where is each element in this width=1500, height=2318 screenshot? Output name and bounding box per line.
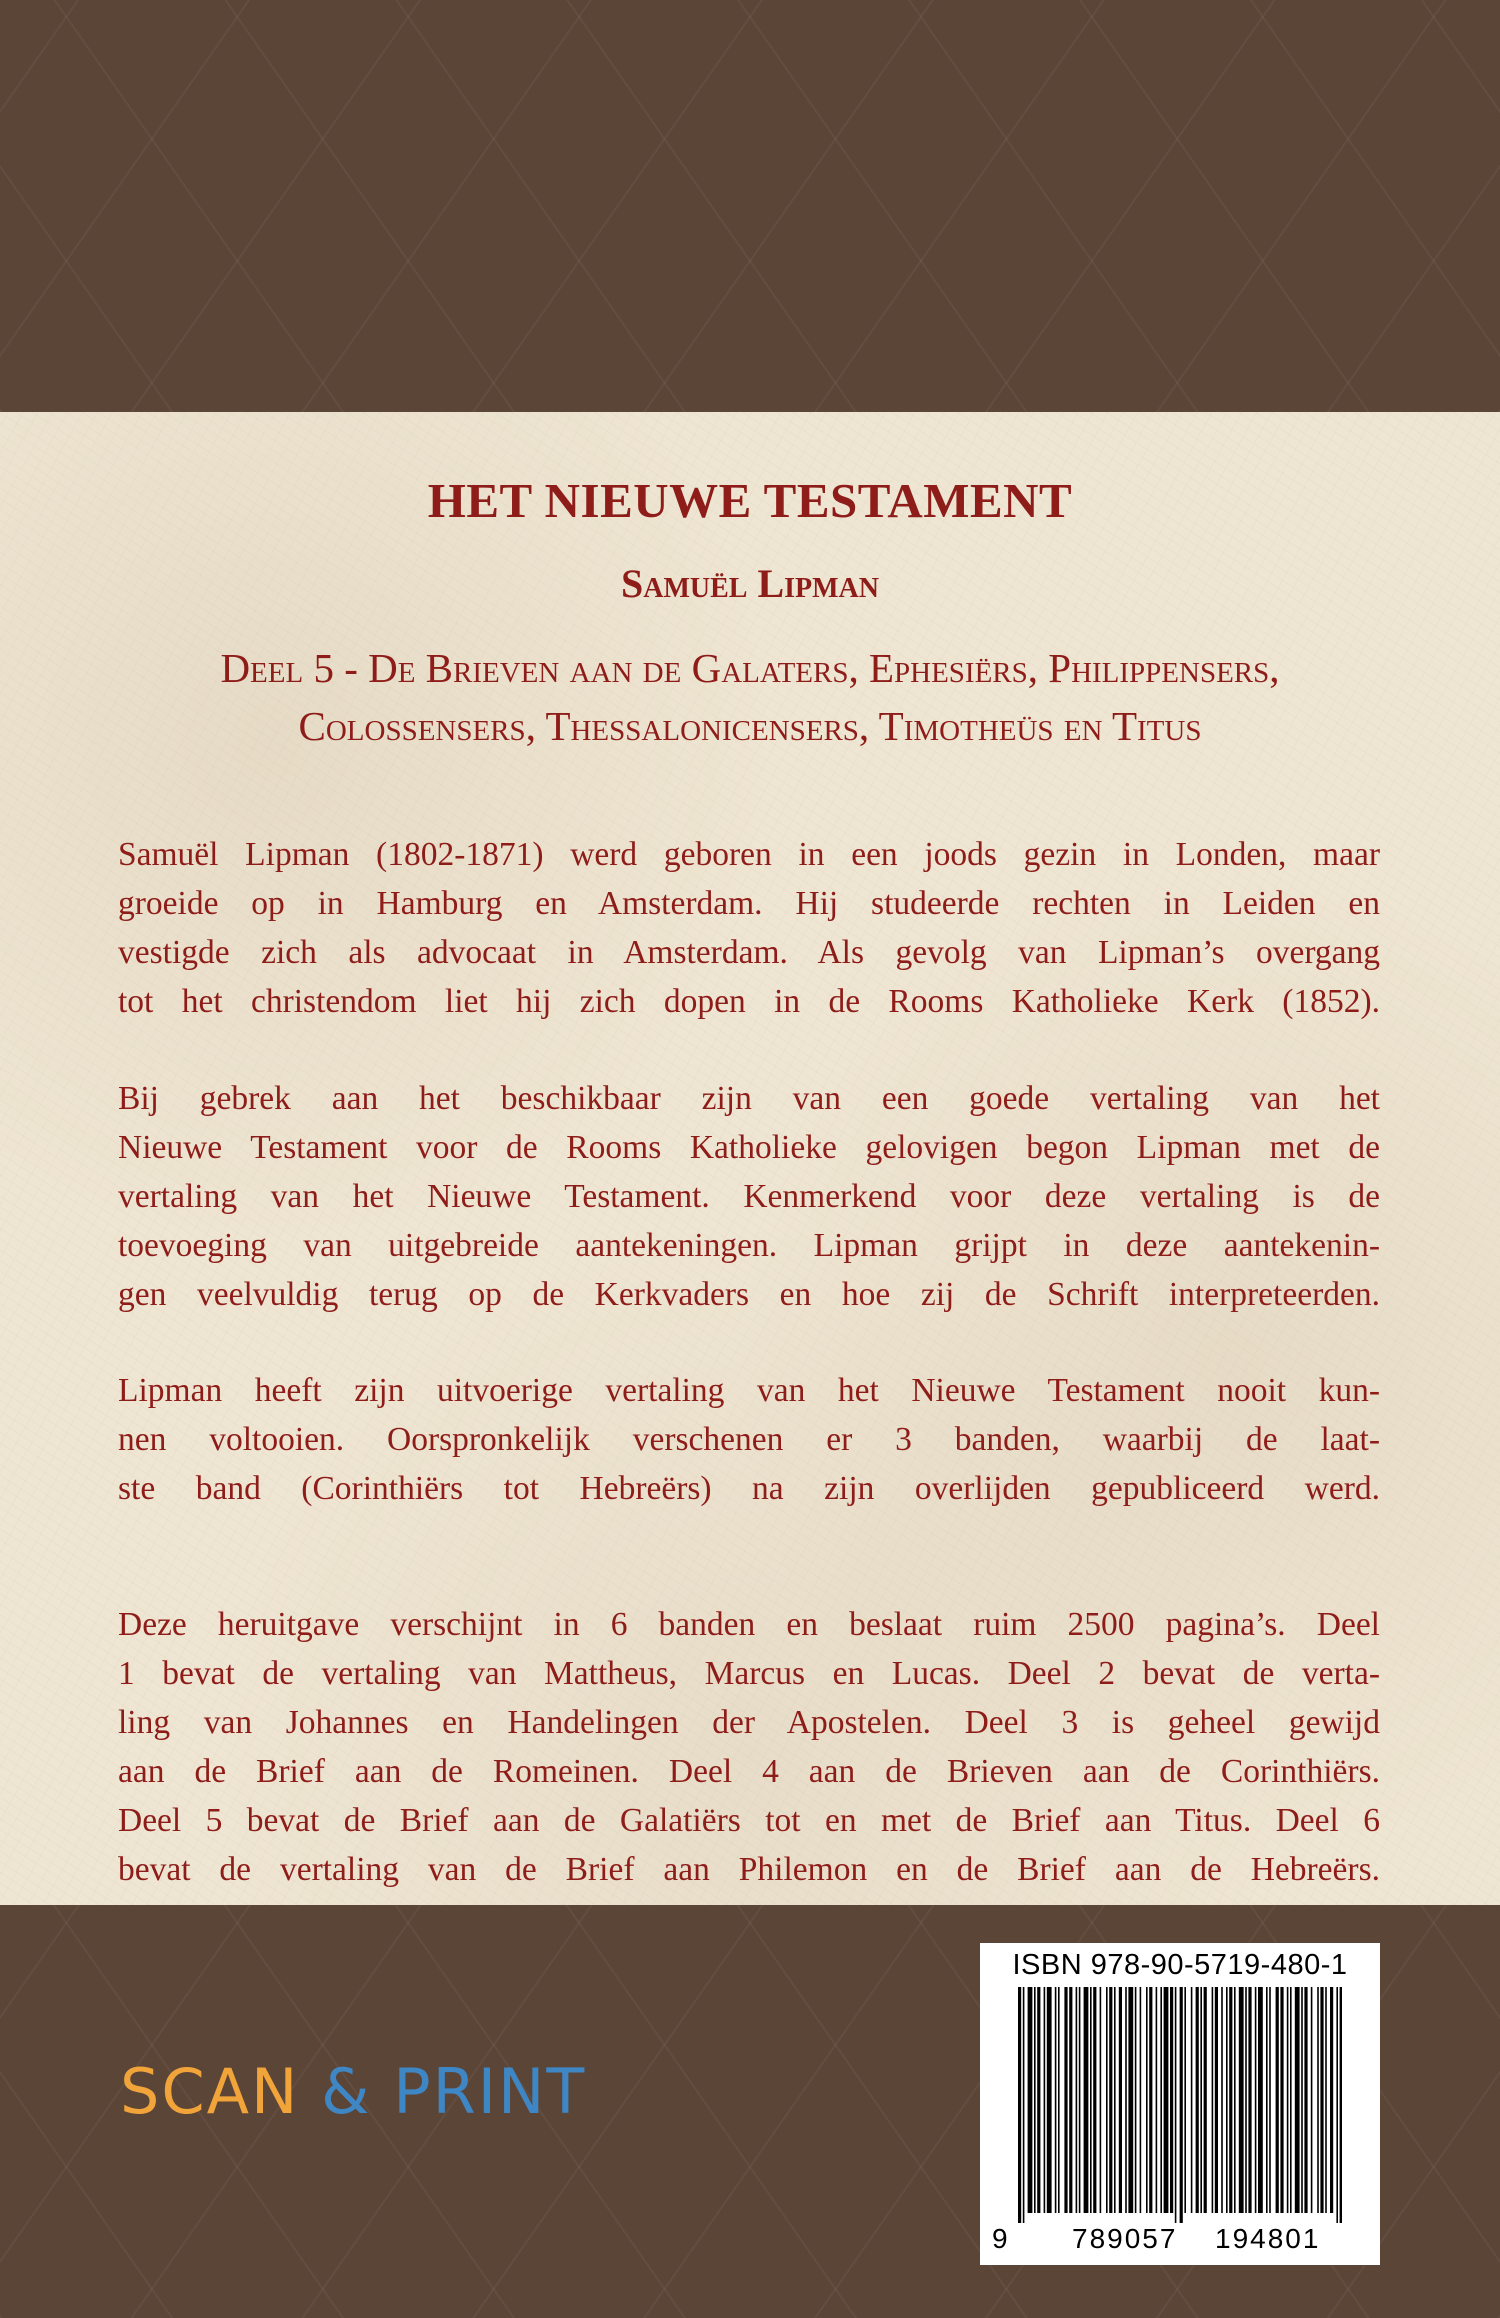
text-line: toevoeging van uitgebreide aantekeningen. Lipman grijpt in deze aantekenin- (118, 1227, 1380, 1264)
logo-print-text: & PRINT (321, 2055, 587, 2128)
barcode-bar (1128, 1987, 1133, 2213)
author-name: Samuël Lipman (620, 561, 879, 606)
paper-panel (0, 412, 1500, 1905)
volume-subtitle-line-1: Deel 5 - De Brieven aan de Galaters, Ephesiërs, Philippensers, (220, 645, 1280, 691)
barcode-bar (1200, 1987, 1202, 2213)
text-line: Deel 5 bevat de Brief aan de Galatiërs tot en met de Brief aan Titus. Deel 6 (118, 1802, 1380, 1839)
barcode-bar (1340, 1987, 1342, 2223)
barcode-bar (1069, 1987, 1072, 2213)
barcode-bar (1037, 1987, 1040, 2213)
barcode-bar (1100, 1987, 1102, 2213)
text-line: Bij gebrek aan het beschikbaar zijn van een goede vertaling van het (118, 1080, 1380, 1117)
barcode-bar (1164, 1987, 1169, 2213)
barcode-bar (1239, 1987, 1244, 2213)
barcode-bar (1280, 1987, 1283, 2213)
barcode-bar (1146, 1987, 1148, 2213)
barcode-bar (1191, 1987, 1193, 2213)
barcode-bar (1106, 1987, 1108, 2213)
barcode-bar (1226, 1987, 1228, 2213)
barcode-bar (1170, 1987, 1173, 2213)
barcode-bar (1114, 1987, 1116, 2213)
barcode-bar (1156, 1987, 1158, 2213)
barcode-bar (1119, 1987, 1122, 2213)
text-line: aan de Brief aan de Romeinen. Deel 4 aan de Brieven aan de Corinthiërs. (118, 1753, 1380, 1790)
barcode-bar (1064, 1987, 1067, 2213)
text-line: vertaling van het Nieuwe Testament. Kenmerkend voor deze vertaling is de (118, 1178, 1380, 1215)
barcode-bar (1079, 1987, 1081, 2213)
barcode-bar (1090, 1987, 1092, 2213)
barcode-bar (1320, 1987, 1323, 2213)
barcode-bar (1215, 1987, 1218, 2213)
volume-subtitle-line-2: Colossensers, Thessalonicensers, Timotheüs en Titus (298, 703, 1202, 749)
barcode-bar (1258, 1987, 1263, 2213)
barcode-bar (1047, 1987, 1052, 2213)
barcode-bar (1301, 1987, 1303, 2213)
barcode-bar (1175, 1987, 1177, 2223)
barcode-bar (1055, 1987, 1057, 2213)
barcode-bar (1109, 1987, 1112, 2213)
barcode-lead-digit: 9 (992, 2223, 1010, 2254)
barcode-bar (1135, 1987, 1137, 2213)
text-line: Nieuwe Testament voor de Rooms Katholieke gelovigen begon Lipman met de (118, 1129, 1380, 1166)
barcode-bar (1266, 1987, 1268, 2213)
barcode-right-digits: 194801 (1215, 2223, 1321, 2254)
text-line: bevat de vertaling van de Brief aan Philemon en de Brief aan de Hebreërs. (118, 1851, 1380, 1888)
barcode-bar (1317, 1987, 1319, 2213)
book-title: HET NIEUWE TESTAMENT (427, 473, 1073, 528)
barcode-bar (1255, 1987, 1257, 2213)
paragraph-reissue (118, 1600, 1380, 1894)
barcode-bar (1034, 1987, 1036, 2213)
barcode-bar (1269, 1987, 1271, 2213)
barcode-bar (1149, 1987, 1152, 2213)
barcode-bar (1058, 1987, 1060, 2213)
barcode-bar (1180, 1987, 1183, 2223)
barcode-bar (1023, 1987, 1025, 2223)
barcode-left-digits: 789057 (1072, 2223, 1178, 2254)
logo-scan-text: SCAN (120, 2055, 300, 2128)
barcode-bar (1290, 1987, 1292, 2213)
barcode-bar (1125, 1987, 1127, 2213)
barcode-bar (1229, 1987, 1232, 2213)
publisher-logo (120, 2055, 586, 2128)
text-line: Deze heruitgave verschijnt in 6 banden en beslaat ruim 2500 pagina’s. Deel (118, 1606, 1380, 1643)
barcode-bar (1325, 1987, 1327, 2213)
text-line: gen veelvuldig terug op de Kerkvaders en hoe zij de Schrift interpreteerden. (118, 1276, 1380, 1313)
barcode-bar (1304, 1987, 1307, 2213)
barcode-bar (1140, 1987, 1142, 2213)
paragraph-volumes-original (118, 1366, 1380, 1513)
barcode-panel (980, 1943, 1380, 2265)
barcode-bar (1076, 1987, 1078, 2213)
paragraph-translation (118, 1074, 1380, 1319)
barcode-bar (1212, 1987, 1214, 2213)
barcode-bar (1245, 1987, 1247, 2213)
text-line: Lipman heeft zijn uitvoerige vertaling van het Nieuwe Testament nooit kun- (118, 1372, 1380, 1409)
text-line: nen voltooien. Oorspronkelijk verschenen er 3 banden, waarbij de laat- (118, 1421, 1380, 1458)
text-line: tot het christendom liet hij zich dopen in de Rooms Katholieke Kerk (1852). (118, 983, 1380, 1020)
barcode-bar (1287, 1987, 1289, 2213)
text-line: groeide op in Hamburg en Amsterdam. Hij studeerde rechten in Leiden en (118, 885, 1380, 922)
barcode-bar (1018, 1987, 1021, 2223)
text-line: Samuël Lipman (1802-1871) werd geboren in een joods gezin in Londen, maar (118, 836, 1380, 873)
barcode-bar (1221, 1987, 1223, 2213)
text-line: ste band (Corinthiërs tot Hebreërs) na zijn overlijden gepubliceerd werd. (118, 1470, 1380, 1507)
barcode-bar (1276, 1987, 1279, 2213)
barcode-bar (1160, 1987, 1162, 2213)
barcode-bar (1336, 1987, 1338, 2223)
barcode-bar (1084, 1987, 1089, 2213)
barcode-bar (1196, 1987, 1199, 2213)
barcode-bar (1234, 1987, 1236, 2213)
barcode-bar (1295, 1987, 1300, 2213)
barcode-bar (1028, 1987, 1033, 2213)
text-line: ling van Johannes en Handelingen der Apostelen. Deel 3 is geheel gewijd (118, 1704, 1380, 1741)
paragraph-biography (118, 830, 1380, 1026)
text-line: 1 bevat de vertaling van Mattheus, Marcus en Lucas. Deel 2 bevat de verta- (118, 1655, 1380, 1692)
barcode-bar (1248, 1987, 1251, 2213)
barcode-bar (1093, 1987, 1096, 2213)
barcode-bar (1204, 1987, 1207, 2213)
barcode-bar (1330, 1987, 1333, 2213)
top-decorative-band (0, 0, 1500, 412)
barcode-bar (1184, 1987, 1186, 2213)
text-line: vestigde zich als advocaat in Amsterdam. Als gevolg van Lipman’s overgang (118, 934, 1380, 971)
barcode-bar (1044, 1987, 1046, 2213)
barcode-bar (1311, 1987, 1313, 2213)
isbn-label: ISBN 978-90-5719-480-1 (1012, 1949, 1348, 1981)
barcode-icon (1018, 1987, 1342, 2223)
